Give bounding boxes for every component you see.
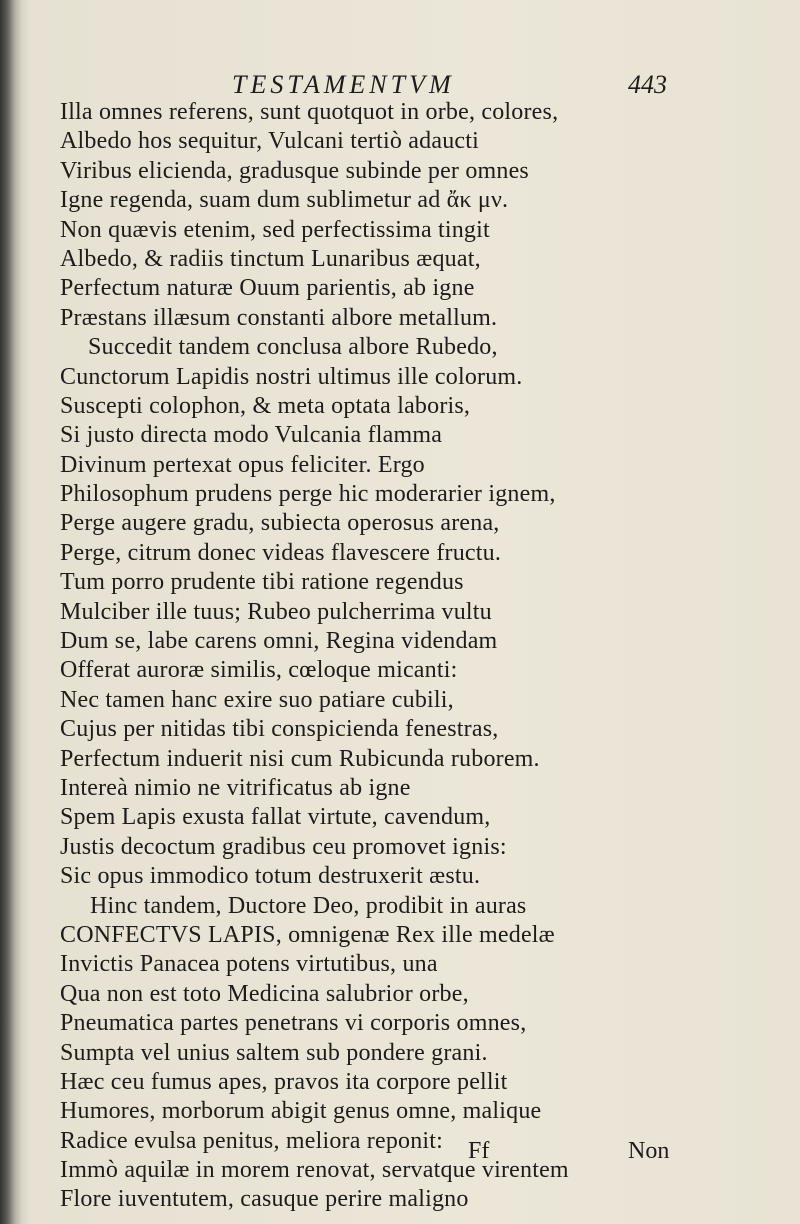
- verse-line: Perge augere gradu, subiecta operosus arena,: [60, 510, 500, 537]
- verse-line: Perfectum naturæ Ouum parientis, ab igne: [60, 275, 475, 302]
- verse-line: Sumpta vel unius saltem sub pondere grani.: [60, 1039, 488, 1066]
- verse-line: Suscepti colophon, & meta optata laboris,: [60, 392, 471, 419]
- verse-line: Cujus per nitidas tibi conspicienda fenestras,: [60, 716, 499, 743]
- verse-line: Non quævis etenim, sed perfectissima tingit: [60, 216, 490, 243]
- verse-line: Albedo, & radiis tinctum Lunaribus æquat,: [60, 245, 481, 272]
- signature-mark: Ff: [468, 1138, 490, 1164]
- verse-line: Albedo hos sequitur, Vulcani tertiò adaucti: [60, 128, 479, 155]
- running-head: TESTAMENTVM: [232, 70, 455, 99]
- page-number: 443: [628, 70, 667, 99]
- verse-line: Offerat auroræ similis, cœloque micanti:: [60, 657, 458, 684]
- verse-line: Divinum pertexat opus feliciter. Ergo: [60, 451, 425, 478]
- verse-line: Perge, citrum donec videas flavescere fructu.: [60, 539, 502, 566]
- verse-line: Invictis Panacea potens virtutibus, una: [60, 951, 438, 978]
- verse-line: Mulciber ille tuus; Rubeo pulcherrima vultu: [60, 598, 492, 625]
- verse-line: CONFECTVS LAPIS, omnigenæ Rex ille medelæ: [60, 921, 555, 948]
- verse-line: Succedit tandem conclusa albore Rubedo,: [88, 334, 498, 361]
- page-header: [0, 70, 800, 100]
- verse-line: Hæc ceu fumus apes, pravos ita corpore pellit: [60, 1068, 508, 1095]
- verse-line: Viribus elicienda, gradusque subinde per omnes: [60, 157, 529, 184]
- verse-line: Radice evulsa penitus, meliora reponit:: [60, 1127, 444, 1154]
- verse-line: Præstans illæsum constanti albore metallum.: [60, 304, 498, 331]
- verse-line: Immò aquilæ in morem renovat, servatque virentem: [60, 1157, 569, 1184]
- verse-line: Si justo directa modo Vulcania flamma: [60, 422, 443, 449]
- verse-line: Philosophum prudens perge hic moderarier ignem,: [60, 481, 556, 508]
- gutter-shadow: [0, 0, 22, 1224]
- verse-line: Dum se, labe carens omni, Regina videndam: [60, 628, 498, 655]
- verse-line: Illa omnes referens, sunt quotquot in orbe, colores,: [60, 99, 559, 125]
- verse-line: Pneumatica partes penetrans vi corporis omnes,: [60, 1010, 527, 1037]
- verse-line: Intereà nimio ne vitrificatus ab igne: [60, 774, 411, 801]
- verse-line: Qua non est toto Medicina salubrior orbe,: [60, 980, 469, 1007]
- verse-line: Flore iuventutem, casuque perire maligno: [60, 1186, 469, 1213]
- poem-text: [60, 98, 760, 1215]
- verse-line: Justis decoctum gradibus ceu promovet ignis:: [60, 833, 507, 860]
- catchword: Non: [628, 1138, 670, 1164]
- verse-line: Perfectum induerit nisi cum Rubicunda ruborem.: [60, 745, 540, 772]
- page-footer: [0, 1138, 800, 1168]
- verse-line: Spem Lapis exusta fallat virtute, cavendum,: [60, 804, 491, 831]
- verse-line: Humores, morborum abigit genus omne, malique: [60, 1098, 542, 1125]
- verse-line: Hinc tandem, Ductore Deo, prodibit in auras: [90, 892, 527, 919]
- verse-line: Tum porro prudente tibi ratione regendus: [60, 569, 464, 596]
- verse-line: Sic opus immodico totum destruxerit æstu.: [60, 863, 481, 890]
- verse-line: Igne regenda, suam dum sublimetur ad ἄκ μν.: [60, 187, 509, 214]
- verse-line: Nec tamen hanc exire suo patiare cubili,: [60, 686, 454, 713]
- verse-line: Cunctorum Lapidis nostri ultimus ille colorum.: [60, 363, 523, 390]
